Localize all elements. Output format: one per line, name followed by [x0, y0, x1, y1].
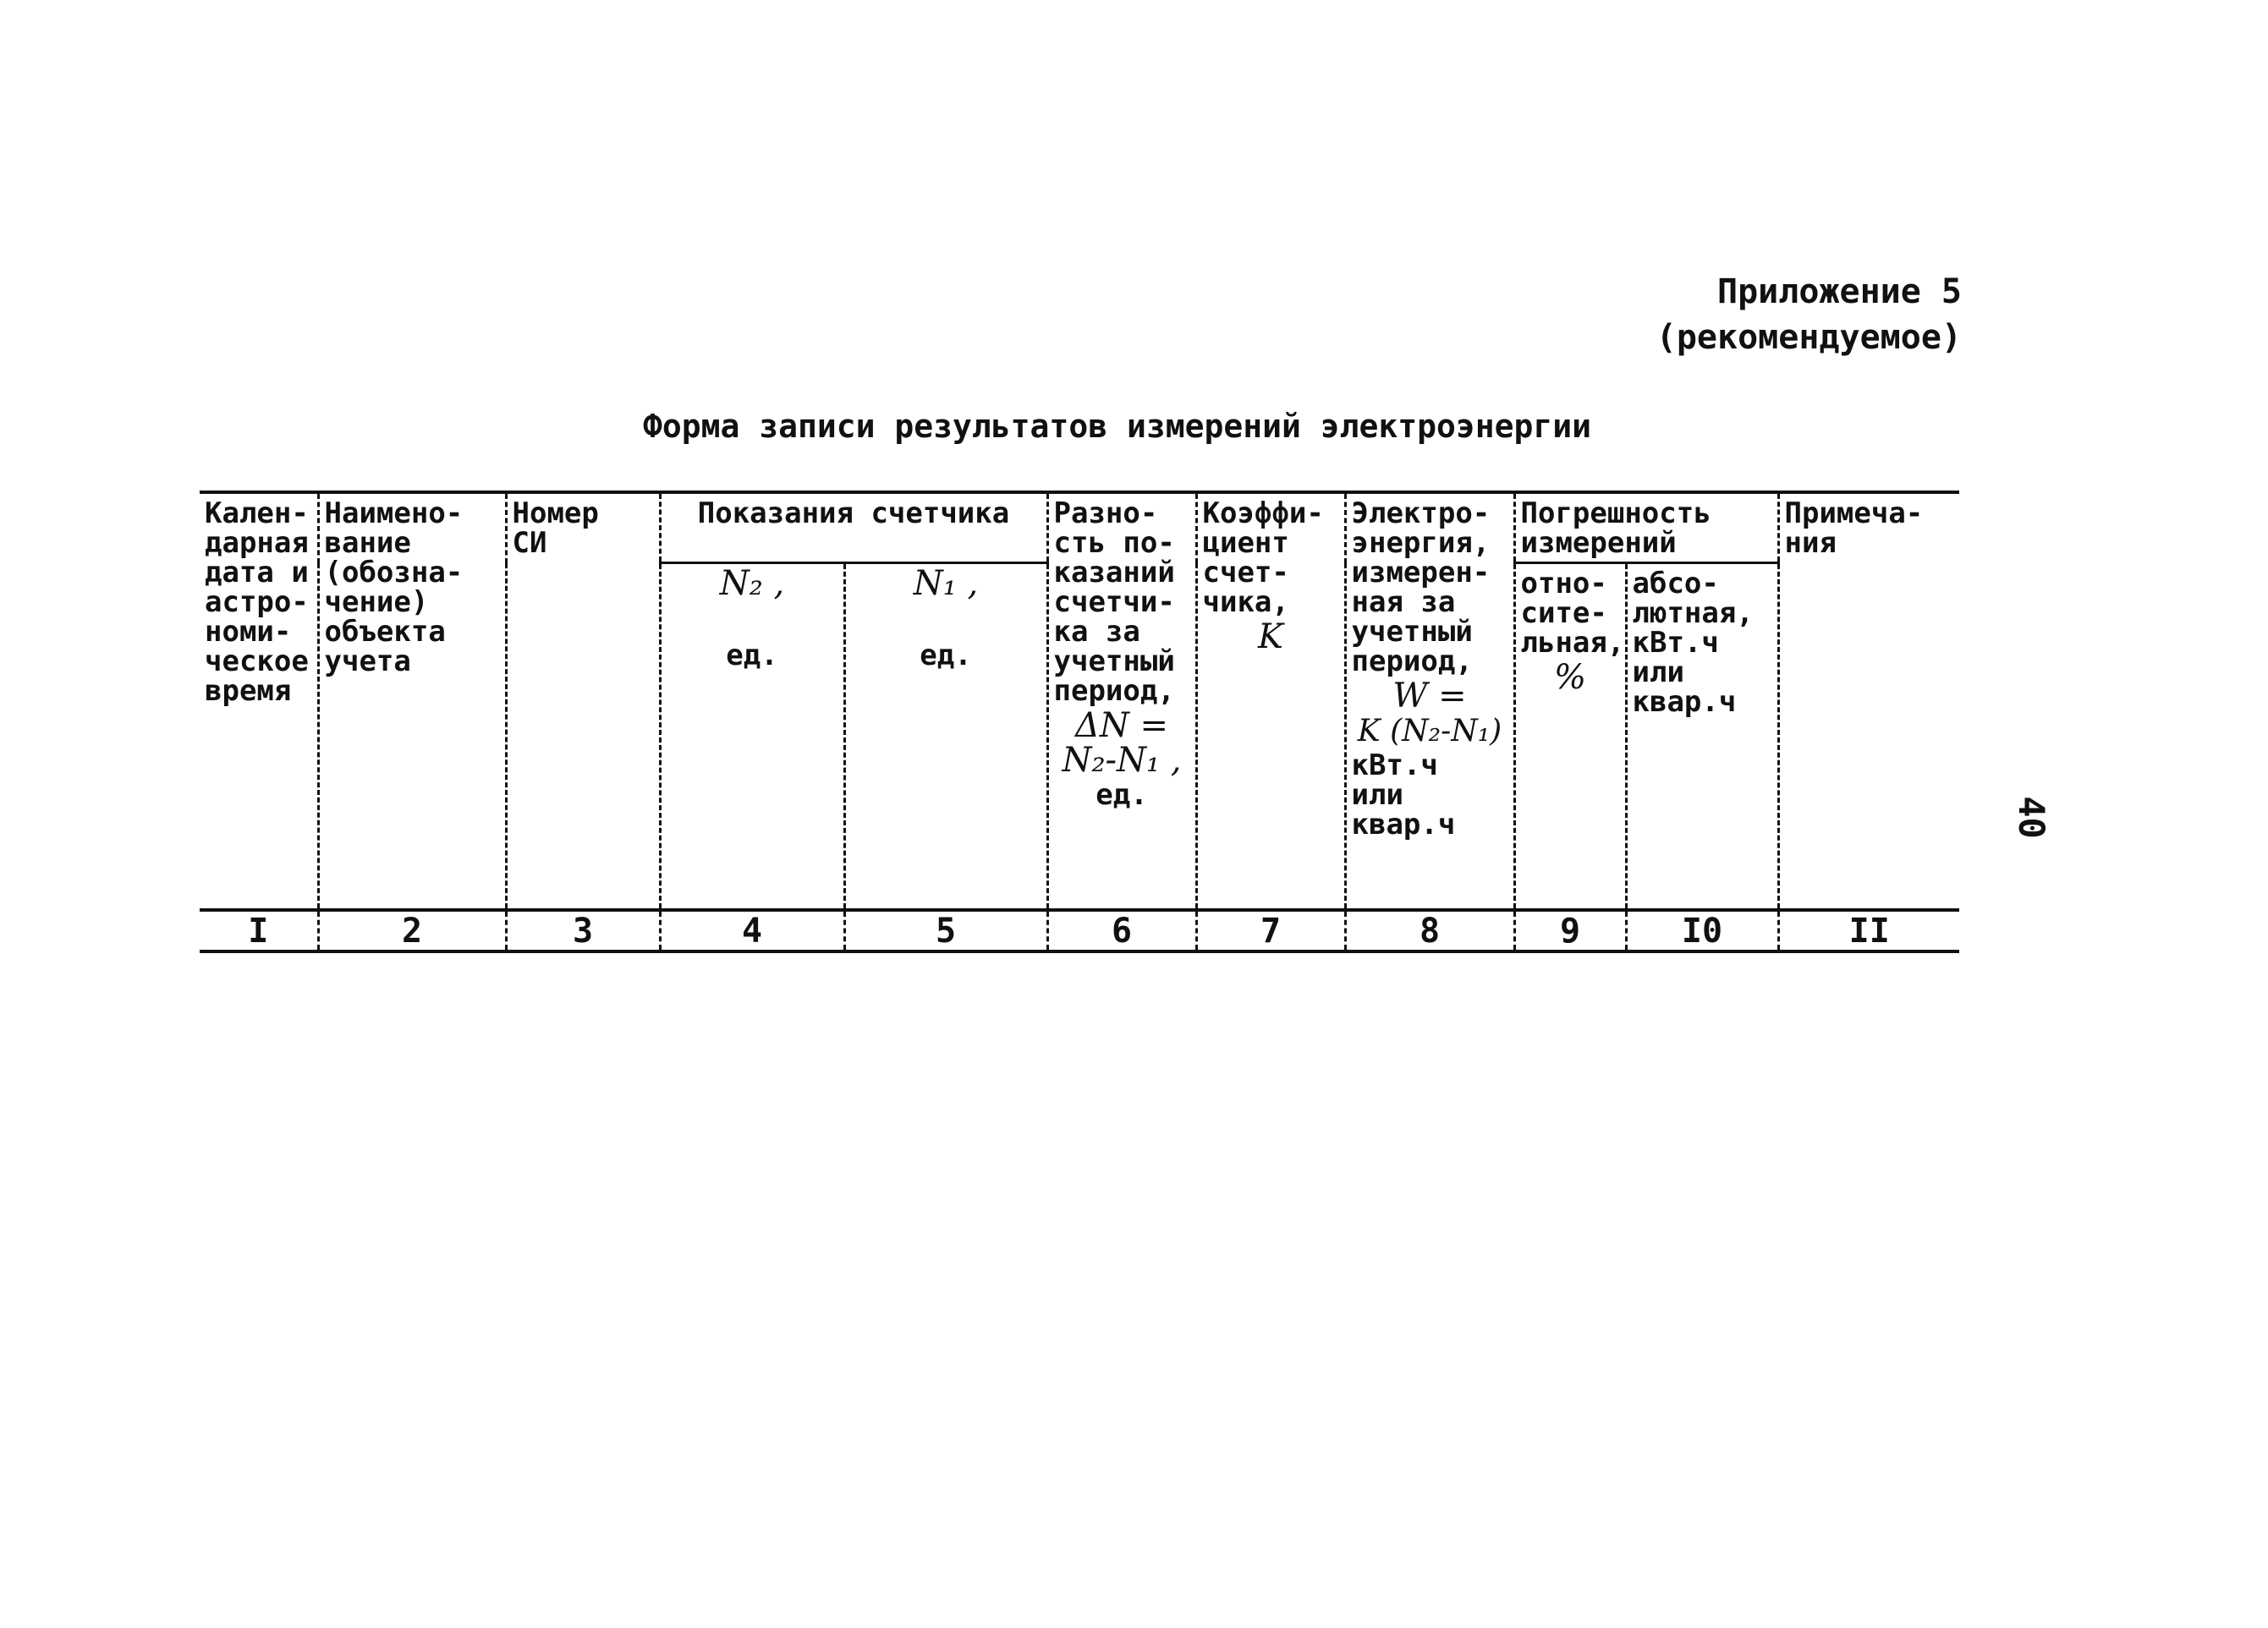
- header-reading-n2: [660, 563, 844, 911]
- n2-unit: ед.: [726, 639, 778, 672]
- n2-minus-n1-formula: N₂-N₁ ,: [1062, 741, 1182, 780]
- n1-unit: ед.: [920, 639, 972, 672]
- page-number: 40: [2010, 796, 2052, 839]
- k-n2-n1-formula: K (N₂-N₁): [1357, 714, 1502, 748]
- column-number: 2: [318, 910, 506, 951]
- column-number: 6: [1047, 910, 1196, 951]
- column-number: I0: [1626, 910, 1778, 951]
- header-reading-difference: [1047, 492, 1196, 910]
- header-reading-n1: [844, 563, 1047, 911]
- header-meter-readings: Показания счетчика: [660, 492, 1047, 563]
- percent-symbol: %: [1553, 658, 1586, 697]
- column-number: II: [1778, 910, 1959, 951]
- header-notes: Примеча- ния: [1778, 492, 1959, 910]
- appendix-label: [1656, 269, 1962, 360]
- meter-coefficient-text: Коэффи- циент счет- чика,: [1202, 496, 1324, 619]
- measured-energy-unit: кВт.ч или квар.ч: [1351, 748, 1456, 841]
- column-number: 4: [660, 910, 844, 951]
- header-relative-error: [1514, 563, 1626, 911]
- header-measurement-error: Погрешность измерений: [1514, 492, 1778, 563]
- header-absolute-error: абсо- лютная, кВт.ч или квар.ч: [1626, 563, 1778, 911]
- form-title: Форма записи результатов измерений электроэнергии: [643, 408, 1592, 445]
- header-measured-energy: [1345, 492, 1514, 910]
- header-calendar-date: Кален- дарная дата и астро- номи- ческое время: [200, 492, 318, 910]
- column-number: I: [200, 910, 318, 951]
- column-number: 8: [1345, 910, 1514, 951]
- reading-difference-text: Разно- сть по- казаний счетчи- ка за учетный период,: [1053, 496, 1175, 708]
- reading-difference-unit: ед.: [1096, 778, 1148, 812]
- measurement-record-table: [200, 491, 1959, 953]
- w-formula: W =: [1392, 677, 1467, 715]
- column-number: 3: [506, 910, 660, 951]
- appendix-status: (рекомендуемое): [1656, 318, 1962, 357]
- header-si-number: Номер СИ: [506, 492, 660, 910]
- header-object-name: Наимено- вание (обозна- чение) объекта учета: [318, 492, 506, 910]
- column-number: 5: [844, 910, 1047, 951]
- relative-error-text: отно- сите- льная,: [1520, 567, 1625, 660]
- column-number: 7: [1196, 910, 1345, 951]
- n1-symbol: N₁ ,: [913, 564, 979, 603]
- column-number: 9: [1514, 910, 1626, 951]
- measured-energy-text: Электро- энергия, измерен- ная за учетный период,: [1351, 496, 1491, 678]
- appendix-number: Приложение 5: [1717, 272, 1962, 311]
- delta-n-formula: ΔN =: [1074, 706, 1169, 745]
- k-symbol: K: [1258, 617, 1283, 656]
- n2-symbol: N₂ ,: [719, 564, 785, 603]
- header-meter-coefficient: [1196, 492, 1345, 910]
